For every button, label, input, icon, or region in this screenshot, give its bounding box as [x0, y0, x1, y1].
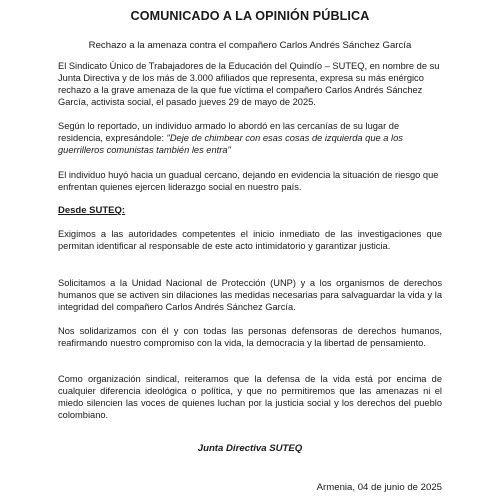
paragraph-introduction: El Sindicato Único de Trabajadores de la Educación del Quindío – SUTEQ, en nombre de su Junta Directiva y de los más de 3.000 afiliados que representa, expresa su más enérgico rechazo a la grave amenaza de la que fue víctima el compañero Carlos Andrés Sánchez García, activista social, el pasado jueves 29 de mayo de 2025. — [58, 61, 440, 107]
document-title: COMUNICADO A LA OPINIÓN PÚBLICA — [130, 9, 370, 23]
signature: Junta Directiva SUTEQ — [197, 443, 303, 454]
threat-quote: "Deje de chimbear con esas cosas de izquierda que a los guerrilleros comunistas también les entra" — [58, 133, 403, 155]
paragraph-demand: Exigimos a las autoridades competentes el inicio inmediato de las investigaciones que permitan identificar al responsable de este acto intimidatorio y garantizar justicia. — [58, 229, 442, 251]
incident-text: Según lo reportado, un individuo armado lo abordó en las cercanías de su lugar de residencia, expresándole: — [58, 121, 400, 143]
paragraph-incident — [58, 120, 442, 156]
paragraph-position: Como organización sindical, reiteramos que la defensa de la vida está por encima de cualquier diferencia ideológica o política, y que no permitiremos que las amenazas ni el miedo silencien las voces de quienes luchan por la justicia social y los derechos del pueblo colombiano. — [58, 374, 442, 420]
document-subtitle: Rechazo a la amenaza contra el compañero Carlos Andrés Sánchez García — [88, 40, 412, 51]
paragraph-escape: El individuo huyó hacia un guadual cercano, dejando en evidencia la situación de riesgo que enfrentan quienes ejercen liderazgo social en nuestro país. — [58, 170, 439, 192]
paragraph-request: Solicitamos a la Unidad Nacional de Protección (UNP) y a los organismos de derechos humanos que se activen sin dilaciones las medidas necesarias para salvaguardar la vida y la integridad del compañero Carlos Andrés Sánchez García. — [58, 278, 442, 312]
date-line: Armenia, 04 de junio de 2025 — [316, 482, 442, 493]
paragraph-solidarity: Nos solidarizamos con él y con todas las personas defensoras de derechos humanos, reafirmando nuestro compromiso con la vida, la democracia y la libertad de pensamiento. — [58, 326, 442, 348]
section-label: Desde SUTEQ: — [58, 205, 126, 216]
